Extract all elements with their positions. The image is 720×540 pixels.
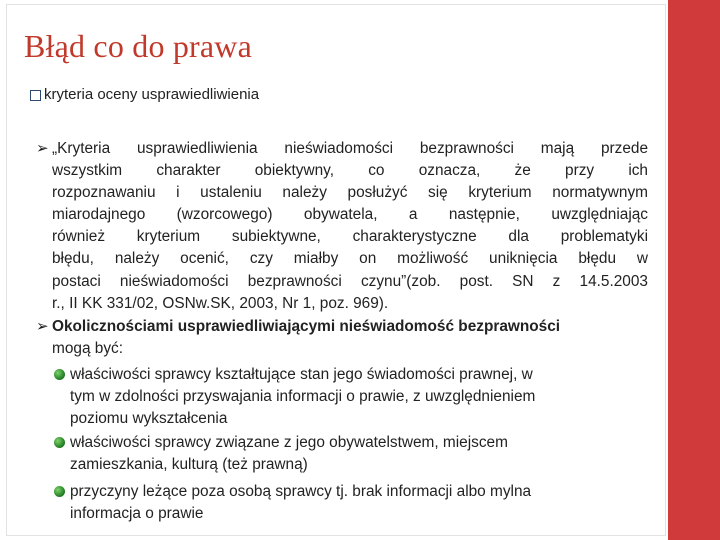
quote-line: miarodajnego (wzorcowego) obywatela, a następnie, uwzględniając — [52, 206, 648, 224]
accent-bar — [668, 0, 720, 540]
quote-line: r., II KK 331/02, OSNw.SK, 2003, Nr 1, poz. 969). — [52, 294, 389, 312]
green-dot-icon — [54, 369, 65, 380]
arrow-bullet-icon: ➢ — [36, 318, 49, 335]
quote-line: również kryterium subiektywne, charakterystyczne dla problematyki — [52, 228, 648, 246]
quote-line: błędu, należy ocenić, czy miałby on możliwość uniknięcia błędu w — [52, 250, 648, 268]
list-item-line: właściwości sprawcy kształtujące stan jego świadomości prawnej, w — [70, 366, 533, 383]
green-dot-icon — [54, 486, 65, 497]
list-item-line: informacja o prawie — [70, 505, 204, 523]
subtitle — [44, 86, 259, 103]
circumstances-heading-cont: mogą być: — [52, 340, 124, 358]
list-item-line: tym w zdolności przyswajania informacji o prawie, z uwzględnieniem — [70, 388, 536, 406]
subtitle-text: kryteria oceny usprawiedliwienia — [44, 86, 260, 103]
square-bullet-icon — [30, 90, 41, 101]
list-item — [70, 432, 630, 476]
quote-line: „Kryteria usprawiedliwienia nieświadomości bezprawności mają przede — [52, 140, 648, 157]
list-item — [70, 481, 630, 525]
list-item-line: zamieszkania, kulturą (też prawną) — [70, 456, 308, 474]
quote-line: postaci nieświadomości bezprawności czynu”(zob. post. SN z 14.5.2003 — [52, 272, 648, 290]
circumstances-heading — [36, 316, 648, 360]
slide-title: Błąd co do prawa — [24, 28, 253, 64]
quote-line: rozpoznawaniu i ustaleniu należy posłużyć się kryterium normatywnym — [52, 184, 648, 202]
arrow-bullet-icon: ➢ — [36, 140, 49, 157]
quote-line: wszystkim charakter obiektywny, co oznacza, że przy ich — [52, 162, 648, 180]
list-item-line: właściwości sprawcy związane z jego obywatelstwem, miejscem — [70, 434, 508, 451]
list-item-line: przyczyny leżące poza osobą sprawcy tj. brak informacji albo mylna — [70, 483, 532, 500]
green-dot-icon — [54, 437, 65, 448]
quote-paragraph — [36, 138, 648, 315]
list-item-line: poziomu wykształcenia — [70, 410, 228, 428]
list-item — [70, 364, 630, 430]
circumstances-heading-text: Okolicznościami usprawiedliwiającymi nieświadomość bezprawności — [52, 318, 561, 335]
